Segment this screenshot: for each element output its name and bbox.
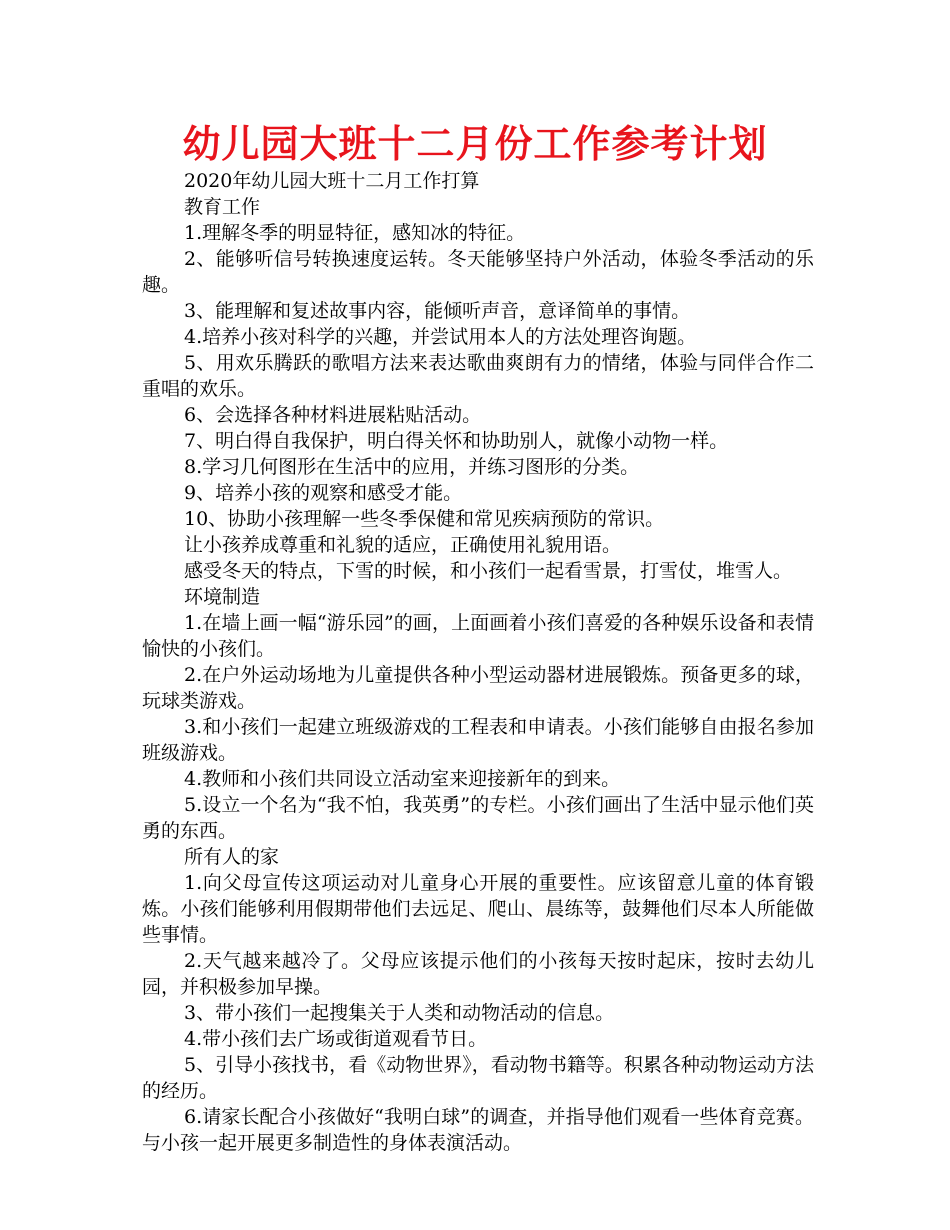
paragraph: 1.理解冬季的明显特征，感知冰的特征。 <box>184 222 526 244</box>
paragraph: 4.教师和小孩们共同设立活动室来迎接新年的到来。 <box>184 768 621 790</box>
paragraph: 1.向父母宣传这项运动对儿童身心开展的重要性。应该留意儿童的体育锻炼。小孩们能够利用假期带他们去远足、爬山、晨练等，鼓舞他们尽本人所能做些事情。 <box>142 872 814 946</box>
paragraph: 5、引导小孩找书，看《动物世界》，看动物书籍等。积累各种动物运动方法的经历。 <box>142 1054 814 1102</box>
paragraph: 5、用欢乐腾跃的歌唱方法来表达歌曲爽朗有力的情绪，体验与同伴合作二重唱的欢乐。 <box>142 352 814 400</box>
paragraph: 3、带小孩们一起搜集关于人类和动物活动的信息。 <box>184 1002 615 1024</box>
paragraph: 2.在户外运动场地为儿童提供各种小型运动器材进展锻炼。预备更多的球，玩球类游戏。 <box>142 664 814 712</box>
paragraph: 4.培养小孩对科学的兴趣，并尝试用本人的方法处理咨询题。 <box>184 326 697 348</box>
section-heading: 教育工作 <box>184 196 261 218</box>
paragraph: 感受冬天的特点，下雪的时候，和小孩们一起看雪景，打雪仗，堆雪人。 <box>184 560 793 582</box>
paragraph: 2.天气越来越冷了。父母应该提示他们的小孩每天按时起床，按时去幼儿园，并积极参加早操。 <box>142 950 814 998</box>
paragraph: 9、培养小孩的观察和感受才能。 <box>184 482 463 504</box>
paragraph: 7、明白得自我保护，明白得关怀和协助别人，就像小动物一样。 <box>184 430 729 452</box>
paragraph: 5.设立一个名为“我不怕，我英勇”的专栏。小孩们画出了生活中显示他们英勇的东西。 <box>142 794 814 842</box>
paragraph: 6、会选择各种材料进展粘贴活动。 <box>184 404 482 426</box>
paragraph: 4.带小孩们去广场或街道观看节日。 <box>184 1028 488 1050</box>
section-heading: 环境制造 <box>184 586 261 608</box>
section-heading: 所有人的家 <box>184 846 280 868</box>
paragraph: 3、能理解和复述故事内容，能倾听声音，意译简单的事情。 <box>184 300 691 322</box>
paragraph: 让小孩养成尊重和礼貌的适应，正确使用礼貌用语。 <box>184 534 622 556</box>
paragraph: 1.在墙上画一幅“游乐园”的画，上面画着小孩们喜爱的各种娱乐设备和表情愉快的小孩们。 <box>142 612 814 660</box>
document-body <box>142 168 814 1156</box>
paragraph: 2、能够听信号转换速度运转。冬天能够坚持户外活动，体验冬季活动的乐趣。 <box>142 248 814 296</box>
paragraph: 10、协助小孩理解一些冬季保健和常见疾病预防的常识。 <box>184 508 665 530</box>
paragraph: 8.学习几何图形在生活中的应用，并练习图形的分类。 <box>184 456 640 478</box>
paragraph: 6.请家长配合小孩做好“我明白球”的调查，并指导他们观看一些体育竞赛。与小孩一起开展更多制造性的身体表演活动。 <box>142 1106 814 1154</box>
paragraph: 3.和小孩们一起建立班级游戏的工程表和申请表。小孩们能够自由报名参加班级游戏。 <box>142 716 814 764</box>
document-title: 幼儿园大班十二月份工作参考计划 <box>182 122 768 166</box>
paragraph: 2020年幼儿园大班十二月工作打算 <box>184 170 480 192</box>
